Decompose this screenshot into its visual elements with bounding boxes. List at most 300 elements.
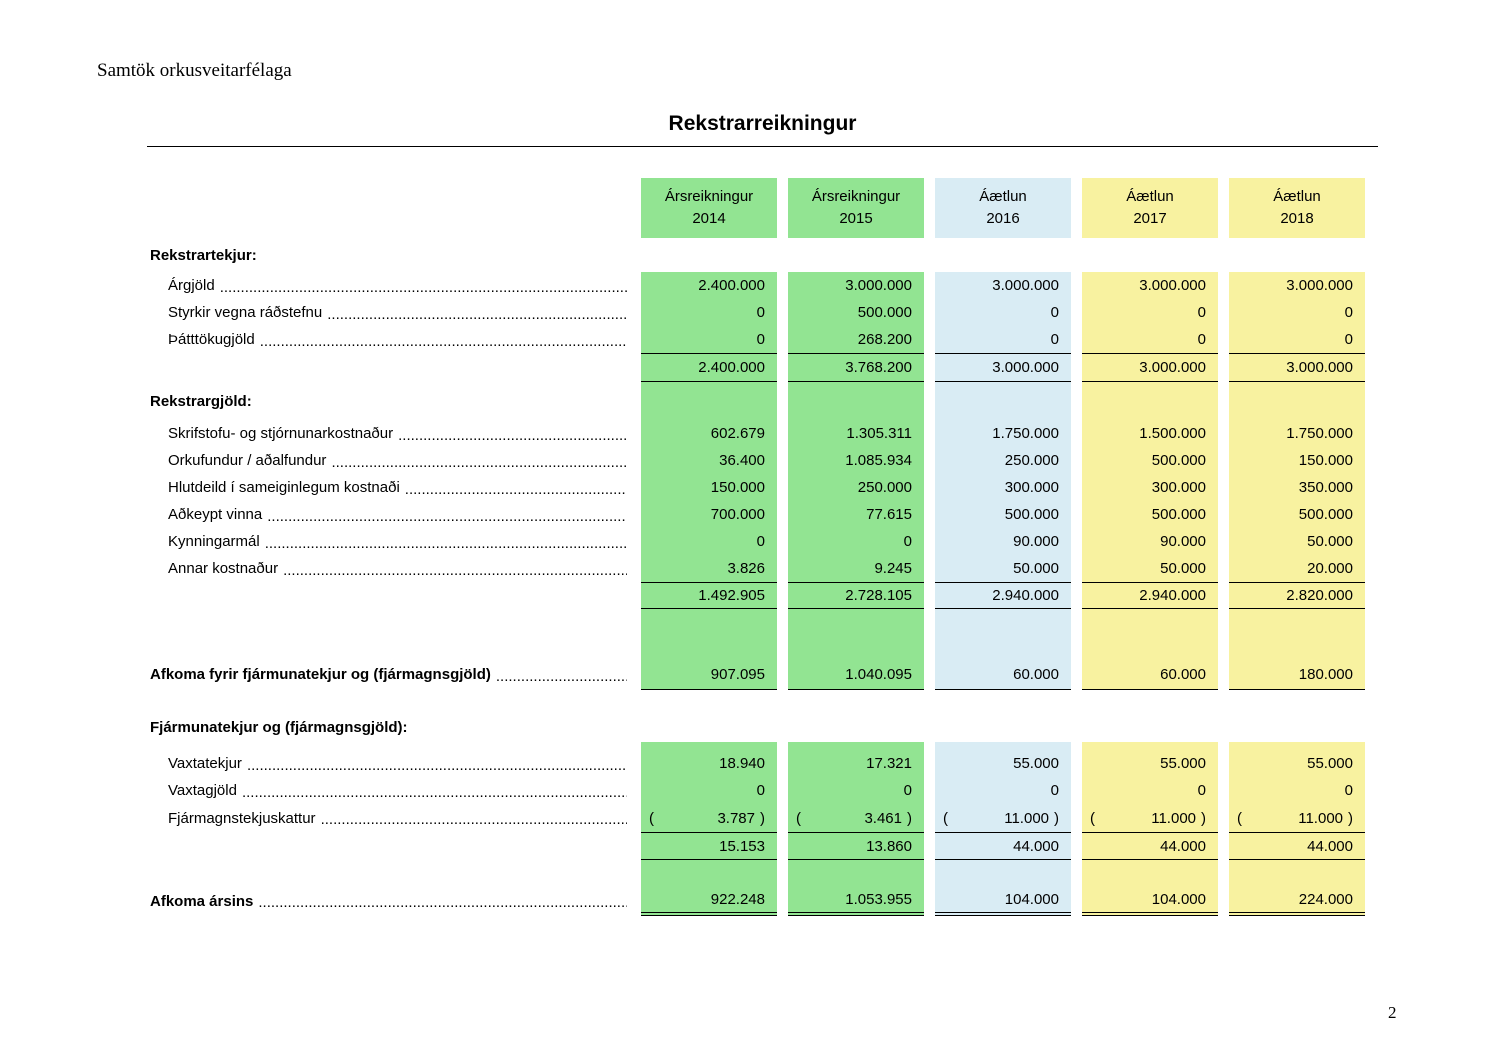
value: 50.000 <box>1013 560 1059 577</box>
value-cell <box>1082 447 1218 474</box>
org-name: Samtök orkusveitarfélaga <box>97 60 292 81</box>
value-cell <box>1082 609 1218 659</box>
value-cell <box>788 501 924 528</box>
table-header-row <box>150 178 1365 238</box>
value-cell <box>641 712 777 742</box>
value-cell <box>1229 659 1365 690</box>
value: 44.000 <box>1160 837 1206 855</box>
value: 104.000 <box>1004 890 1059 908</box>
row-label: Skrifstofu- og stjórnunarkostnaður <box>168 425 394 442</box>
table-row-blank <box>150 742 1365 750</box>
dot-leader <box>398 427 627 444</box>
row-label-cell <box>150 750 630 777</box>
table-row-blank <box>150 690 1365 712</box>
value-cell <box>1229 326 1365 353</box>
value-cell <box>935 777 1071 804</box>
value: 3.826 <box>727 560 765 577</box>
row-label: Afkoma ársins <box>150 892 254 910</box>
value-cell <box>788 832 924 860</box>
value: 250.000 <box>1004 452 1059 469</box>
page-number: 2 <box>1388 1003 1397 1022</box>
value: 15.153 <box>719 837 765 855</box>
value-cell <box>788 272 924 299</box>
value-cell <box>935 382 1071 420</box>
value-cell <box>1229 750 1365 777</box>
dot-leader <box>242 784 627 801</box>
value: 0 <box>1197 304 1206 321</box>
value: 2.400.000 <box>698 277 765 294</box>
value-cell <box>641 382 777 420</box>
dot-leader <box>331 454 627 471</box>
value: 104.000 <box>1151 890 1206 908</box>
column-header-label: Áætlun <box>1126 188 1174 205</box>
row-label-cell <box>150 382 630 420</box>
value: 224.000 <box>1298 890 1353 908</box>
value-cell <box>1229 501 1365 528</box>
table-row-item <box>150 528 1365 555</box>
row-label: Annar kostnaður <box>168 560 279 577</box>
value-cell <box>935 420 1071 447</box>
value-cell <box>641 860 777 886</box>
value: 13.860 <box>866 837 912 855</box>
value-cell <box>1229 238 1365 272</box>
value-cell <box>1229 742 1365 750</box>
close-paren <box>907 810 912 827</box>
row-label-cell <box>150 860 630 886</box>
value-cell <box>1082 501 1218 528</box>
value: 700.000 <box>710 506 765 523</box>
value: 3.000.000 <box>845 277 912 294</box>
row-label-cell <box>150 777 630 804</box>
value-cell <box>641 299 777 326</box>
row-label-cell <box>150 555 630 582</box>
value-cell <box>641 777 777 804</box>
value: 1.500.000 <box>1139 425 1206 442</box>
value: 500.000 <box>857 304 912 321</box>
value: 0 <box>756 782 765 799</box>
close-paren <box>760 810 765 827</box>
value: 60.000 <box>1013 665 1059 683</box>
table-row-item <box>150 777 1365 804</box>
value: 300.000 <box>1151 479 1206 496</box>
value-cell <box>641 474 777 501</box>
title-section <box>147 112 1378 147</box>
value-cell <box>935 742 1071 750</box>
value-cell <box>935 299 1071 326</box>
value-cell <box>935 555 1071 582</box>
row-label: Kynningarmál <box>168 533 260 550</box>
value: 90.000 <box>1160 533 1206 550</box>
table-row-item <box>150 447 1365 474</box>
row-label-cell <box>150 501 630 528</box>
value: 180.000 <box>1298 665 1353 683</box>
value-cell <box>1229 804 1365 832</box>
value-cell <box>641 528 777 555</box>
row-label: Vaxtatekjur <box>168 755 242 772</box>
value-cell <box>1082 528 1218 555</box>
value-cell <box>1229 582 1365 609</box>
value-cell <box>935 750 1071 777</box>
column-header-year: 2015 <box>839 210 873 227</box>
value: 55.000 <box>1160 755 1206 772</box>
value: 3.461 <box>864 809 902 827</box>
table-row-blank <box>150 860 1365 886</box>
value: 500.000 <box>1151 506 1206 523</box>
value-cell <box>641 353 777 382</box>
row-label-cell <box>150 474 630 501</box>
open-paren <box>943 810 948 827</box>
value-cell <box>935 272 1071 299</box>
value-cell <box>788 582 924 609</box>
dot-leader <box>327 306 627 323</box>
value: 0 <box>1050 304 1059 321</box>
value-cell <box>788 804 924 832</box>
value-cell <box>1229 886 1365 916</box>
value: 150.000 <box>710 479 765 496</box>
row-label-cell <box>150 238 630 272</box>
table-row-section <box>150 238 1365 272</box>
table-row-section <box>150 382 1365 420</box>
value: 11.000 <box>1151 809 1196 827</box>
table-row-item <box>150 555 1365 582</box>
page-title: Rekstrarreikningur <box>668 112 857 135</box>
value: 50.000 <box>1307 533 1353 550</box>
value-cell <box>641 609 777 659</box>
open-paren <box>1237 810 1242 827</box>
table-row-item <box>150 299 1365 326</box>
value-cell <box>1082 582 1218 609</box>
value-cell <box>1082 804 1218 832</box>
value-cell <box>788 474 924 501</box>
value-cell <box>641 659 777 690</box>
dot-leader <box>247 757 627 774</box>
value-cell <box>1229 555 1365 582</box>
value-cell <box>1229 832 1365 860</box>
value-cell <box>1082 353 1218 382</box>
table-row-subtotal <box>150 582 1365 609</box>
value-cell <box>788 659 924 690</box>
close-paren <box>1201 810 1206 827</box>
value: 2.940.000 <box>1139 587 1206 604</box>
value-cell <box>1229 712 1365 742</box>
value: 0 <box>756 533 765 550</box>
value: 3.000.000 <box>992 277 1059 294</box>
dot-leader <box>220 279 627 296</box>
value-cell <box>641 555 777 582</box>
value-cell <box>788 860 924 886</box>
row-label: Vaxtagjöld <box>168 782 237 799</box>
dot-leader <box>265 535 627 552</box>
value-cell <box>1082 742 1218 750</box>
dot-leader <box>260 333 627 350</box>
value: 3.787 <box>717 809 755 827</box>
column-header-label: Áætlun <box>979 188 1027 205</box>
value-cell <box>935 659 1071 690</box>
value: 500.000 <box>1004 506 1059 523</box>
open-paren <box>649 810 654 827</box>
value-cell <box>788 886 924 916</box>
row-label-cell <box>150 690 630 712</box>
value-cell <box>641 420 777 447</box>
value: 2.728.105 <box>845 587 912 604</box>
row-label-cell <box>150 582 630 609</box>
value-cell <box>1082 299 1218 326</box>
value: 1.085.934 <box>845 452 912 469</box>
value-cell <box>935 860 1071 886</box>
value-cell <box>1082 326 1218 353</box>
value-cell <box>788 299 924 326</box>
value-cell <box>1082 712 1218 742</box>
column-header-2016 <box>935 178 1071 238</box>
value-cell <box>935 886 1071 916</box>
value: 50.000 <box>1160 560 1206 577</box>
value-cell <box>641 326 777 353</box>
value: 268.200 <box>857 331 912 348</box>
value-cell <box>1082 777 1218 804</box>
value-cell <box>1229 690 1365 712</box>
close-paren <box>1348 810 1353 827</box>
row-label: Aðkeypt vinna <box>168 506 263 523</box>
value-cell <box>1229 447 1365 474</box>
column-header-2015 <box>788 178 924 238</box>
value-cell <box>1229 382 1365 420</box>
value: 0 <box>1197 331 1206 348</box>
value-cell <box>641 832 777 860</box>
value-cell <box>641 750 777 777</box>
value-cell <box>935 804 1071 832</box>
row-label: Hlutdeild í sameiginlegum kostnaði <box>168 479 400 496</box>
row-label-cell <box>150 299 630 326</box>
value-cell <box>788 750 924 777</box>
value-cell <box>641 272 777 299</box>
column-header-2018 <box>1229 178 1365 238</box>
value: 55.000 <box>1307 755 1353 772</box>
value-cell <box>1082 420 1218 447</box>
value-cell <box>1082 474 1218 501</box>
value: 0 <box>1050 782 1059 799</box>
value-cell <box>788 777 924 804</box>
value: 2.940.000 <box>992 587 1059 604</box>
column-header-year: 2017 <box>1133 210 1167 227</box>
value-cell <box>1229 272 1365 299</box>
value: 1.750.000 <box>992 425 1059 442</box>
row-label-cell <box>150 326 630 353</box>
header-spacer <box>150 178 630 238</box>
value-cell <box>1082 272 1218 299</box>
value-cell <box>1082 832 1218 860</box>
value-cell <box>788 326 924 353</box>
value-cell <box>935 474 1071 501</box>
value-cell <box>1082 238 1218 272</box>
value-cell <box>641 238 777 272</box>
value: 1.750.000 <box>1286 425 1353 442</box>
open-paren <box>1090 810 1095 827</box>
value-cell <box>1229 860 1365 886</box>
value-cell <box>641 582 777 609</box>
column-header-label: Áætlun <box>1273 188 1321 205</box>
value-cell <box>1082 886 1218 916</box>
table-row-result_final <box>150 886 1365 916</box>
value: 3.000.000 <box>992 359 1059 376</box>
value: 907.095 <box>710 665 765 683</box>
value: 2.400.000 <box>698 359 765 376</box>
table-row-item <box>150 501 1365 528</box>
row-label-cell <box>150 886 630 916</box>
row-label-cell <box>150 528 630 555</box>
value: 150.000 <box>1298 452 1353 469</box>
value-cell <box>1229 777 1365 804</box>
table-row-item <box>150 750 1365 777</box>
value: 44.000 <box>1307 837 1353 855</box>
table-row-item <box>150 804 1365 832</box>
row-label: Árgjöld <box>168 277 215 294</box>
row-label-cell <box>150 742 630 750</box>
value-cell <box>1229 420 1365 447</box>
value: 0 <box>1344 331 1353 348</box>
column-header-label: Ársreikningur <box>811 188 901 205</box>
value: 36.400 <box>719 452 765 469</box>
value-cell <box>641 804 777 832</box>
value-cell <box>788 609 924 659</box>
value: 44.000 <box>1013 837 1059 855</box>
value: 922.248 <box>710 890 765 908</box>
value-cell <box>935 712 1071 742</box>
row-label: Orkufundur / aðalfundur <box>168 452 327 469</box>
value-cell <box>788 420 924 447</box>
table-row-result <box>150 659 1365 690</box>
value-cell <box>1229 474 1365 501</box>
table-row-item <box>150 420 1365 447</box>
value-cell <box>1082 659 1218 690</box>
table-row-item <box>150 326 1365 353</box>
value-cell <box>1082 690 1218 712</box>
value-cell <box>1082 860 1218 886</box>
column-header-2017 <box>1082 178 1218 238</box>
value: 77.615 <box>866 506 912 523</box>
value: 500.000 <box>1298 506 1353 523</box>
table-row-blank <box>150 609 1365 659</box>
value-cell <box>641 742 777 750</box>
value-cell <box>641 886 777 916</box>
value-cell <box>1082 382 1218 420</box>
value-cell <box>935 528 1071 555</box>
column-header-year: 2014 <box>692 210 726 227</box>
value: 500.000 <box>1151 452 1206 469</box>
value: 18.940 <box>719 755 765 772</box>
row-label-cell <box>150 804 630 832</box>
value: 1.492.905 <box>698 587 765 604</box>
value: 1.053.955 <box>845 890 912 908</box>
value: 1.305.311 <box>846 425 912 442</box>
value: 3.000.000 <box>1286 277 1353 294</box>
table-row-subtotal <box>150 832 1365 860</box>
value-cell <box>641 447 777 474</box>
row-label-cell <box>150 659 630 690</box>
value-cell <box>935 447 1071 474</box>
value-cell <box>788 555 924 582</box>
value-cell <box>788 382 924 420</box>
column-header-label: Ársreikningur <box>664 188 754 205</box>
value: 0 <box>756 331 765 348</box>
value: 3.000.000 <box>1286 359 1353 376</box>
value: 2.820.000 <box>1286 587 1353 604</box>
value-cell <box>788 353 924 382</box>
table-row-item <box>150 272 1365 299</box>
row-label: Afkoma fyrir fjármunatekjur og (fjármagnsgjöld) <box>150 666 491 683</box>
row-label-cell <box>150 447 630 474</box>
value: 0 <box>1050 331 1059 348</box>
column-header-2014 <box>641 178 777 238</box>
value: 0 <box>756 304 765 321</box>
row-label: Fjármunatekjur og (fjármagnsgjöld): <box>150 718 408 736</box>
value-cell <box>935 353 1071 382</box>
value: 250.000 <box>857 479 912 496</box>
value: 17.321 <box>866 755 912 772</box>
value-cell <box>788 690 924 712</box>
value-cell <box>935 609 1071 659</box>
value-cell <box>935 501 1071 528</box>
row-label: Þátttökugjöld <box>168 331 255 348</box>
value-cell <box>788 447 924 474</box>
column-header-year: 2018 <box>1280 210 1314 227</box>
dot-leader <box>496 668 627 685</box>
value: 0 <box>903 782 912 799</box>
table-row-section <box>150 712 1365 742</box>
table-row-subtotal <box>150 353 1365 382</box>
value-cell <box>935 326 1071 353</box>
value: 1.040.095 <box>845 665 912 683</box>
value: 350.000 <box>1298 479 1353 496</box>
value-cell <box>641 690 777 712</box>
value-cell <box>1229 609 1365 659</box>
table-row-item <box>150 474 1365 501</box>
value-cell <box>788 238 924 272</box>
value: 60.000 <box>1160 665 1206 683</box>
value-cell <box>1082 750 1218 777</box>
value-cell <box>935 690 1071 712</box>
value-cell <box>1082 555 1218 582</box>
value-cell <box>935 238 1071 272</box>
income-statement-table <box>150 178 1365 916</box>
value-cell <box>1229 353 1365 382</box>
value: 9.245 <box>874 560 912 577</box>
row-label-cell <box>150 712 630 742</box>
row-label-cell <box>150 353 630 382</box>
value: 0 <box>903 533 912 550</box>
row-label: Styrkir vegna ráðstefnu <box>168 304 323 321</box>
value: 3.000.000 <box>1139 359 1206 376</box>
dot-leader <box>267 508 627 525</box>
value-cell <box>935 832 1071 860</box>
row-label: Rekstrargjöld: <box>150 392 252 410</box>
value: 3.768.200 <box>845 359 912 376</box>
value-cell <box>641 501 777 528</box>
value: 20.000 <box>1307 560 1353 577</box>
column-header-year: 2016 <box>986 210 1020 227</box>
value: 0 <box>1344 304 1353 321</box>
row-label-cell <box>150 832 630 860</box>
value-cell <box>788 742 924 750</box>
value-cell <box>935 582 1071 609</box>
dot-leader <box>321 811 627 828</box>
dot-leader <box>405 481 627 498</box>
value: 55.000 <box>1013 755 1059 772</box>
value: 300.000 <box>1004 479 1059 496</box>
value: 0 <box>1344 782 1353 799</box>
row-label-cell <box>150 272 630 299</box>
value-cell <box>788 712 924 742</box>
dot-leader <box>258 894 627 911</box>
